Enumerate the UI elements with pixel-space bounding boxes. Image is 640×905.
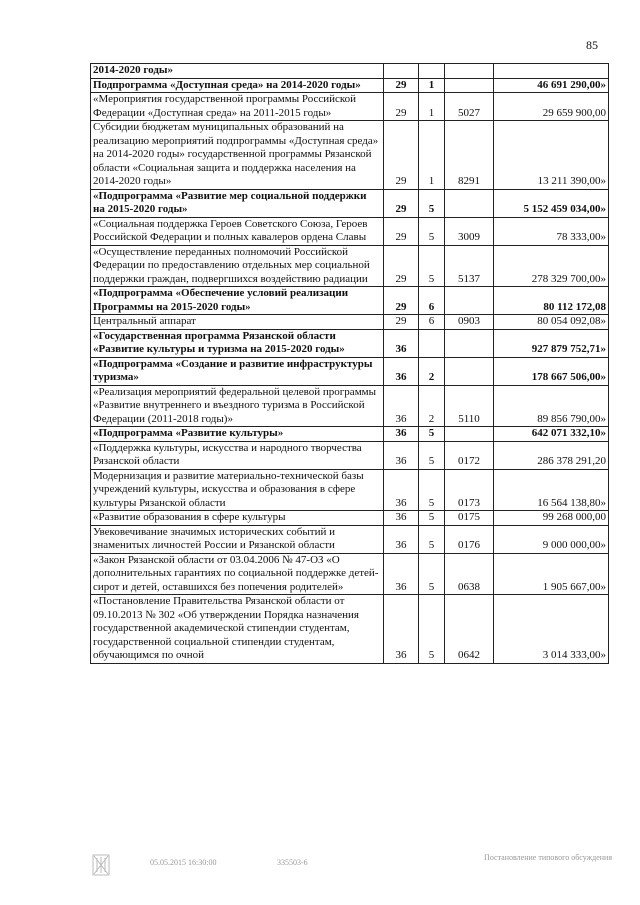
table-row — [91, 553, 609, 595]
footer-note: Постановление типового обсуждения — [484, 853, 612, 862]
row-gr-cell: 36 — [384, 329, 419, 357]
row-code-cell — [445, 427, 494, 442]
table-row — [91, 595, 609, 664]
row-amount-cell: 16 564 138,80» — [494, 469, 609, 511]
row-code-cell — [445, 287, 494, 315]
row-code-cell: 0903 — [445, 315, 494, 330]
table-row — [91, 93, 609, 121]
row-amount-cell: 99 268 000,00 — [494, 511, 609, 526]
row-name-cell: Подпрограмма «Доступная среда» на 2014-2020 годы» — [91, 78, 384, 93]
row-amount-cell: 9 000 000,00» — [494, 525, 609, 553]
row-name-cell: «Поддержка культуры, искусства и народного творчества Рязанской области — [91, 441, 384, 469]
row-gr-cell: 36 — [384, 511, 419, 526]
row-name-cell: «Закон Рязанской области от 03.04.2006 № 47-ОЗ «О дополнительных гарантиях по социальной поддержке детей-сирот и детей, оставшихся без попечения родителей» — [91, 553, 384, 595]
row-subprogram-cell: 5 — [419, 217, 445, 245]
row-gr-cell: 36 — [384, 469, 419, 511]
row-code-cell: 0642 — [445, 595, 494, 664]
row-code-cell: 5110 — [445, 385, 494, 427]
table-row — [91, 121, 609, 190]
row-gr-cell: 29 — [384, 93, 419, 121]
table-row — [91, 385, 609, 427]
row-subprogram-cell: 2 — [419, 357, 445, 385]
row-amount-cell: 80 054 092,08» — [494, 315, 609, 330]
row-amount-cell: 3 014 333,00» — [494, 595, 609, 664]
row-amount-cell — [494, 64, 609, 79]
row-gr-cell: 36 — [384, 441, 419, 469]
row-name-cell: «Осуществление переданных полномочий Российской Федерации по предоставлению отдельных мер социальной поддержки граждан, подвергшихся воздействию радиации — [91, 245, 384, 287]
table-row — [91, 357, 609, 385]
row-subprogram-cell: 1 — [419, 93, 445, 121]
table-row — [91, 64, 609, 79]
row-amount-cell: 89 856 790,00» — [494, 385, 609, 427]
row-subprogram-cell: 6 — [419, 287, 445, 315]
row-amount-cell: 78 333,00» — [494, 217, 609, 245]
row-subprogram-cell: 5 — [419, 525, 445, 553]
footer — [92, 852, 612, 882]
row-code-cell — [445, 64, 494, 79]
row-code-cell — [445, 189, 494, 217]
row-name-cell: «Подпрограмма «Развитие мер социальной поддержки на 2015-2020 годы» — [91, 189, 384, 217]
row-amount-cell: 46 691 290,00» — [494, 78, 609, 93]
row-name-cell: «Государственная программа Рязанской области «Развитие культуры и туризма на 2015-2020 годы» — [91, 329, 384, 357]
table-row — [91, 469, 609, 511]
row-amount-cell: 5 152 459 034,00» — [494, 189, 609, 217]
row-gr-cell: 36 — [384, 525, 419, 553]
row-name-cell: Субсидии бюджетам муниципальных образований на реализацию мероприятий подпрограммы «Доступная среда» на 2014-2020 годы» государственной программы Рязанской области «Социальная защита и поддержка населения на 2014-2020 годы» — [91, 121, 384, 190]
row-gr-cell: 29 — [384, 287, 419, 315]
row-amount-cell: 13 211 390,00» — [494, 121, 609, 190]
row-amount-cell: 642 071 332,10» — [494, 427, 609, 442]
table-row — [91, 511, 609, 526]
footer-datetime: 05.05.2015 16:30:00 — [150, 858, 217, 867]
row-name-cell: 2014-2020 годы» — [91, 64, 384, 79]
row-amount-cell: 286 378 291,20 — [494, 441, 609, 469]
row-amount-cell: 1 905 667,00» — [494, 553, 609, 595]
row-code-cell: 5137 — [445, 245, 494, 287]
row-gr-cell — [384, 64, 419, 79]
row-subprogram-cell: 2 — [419, 385, 445, 427]
row-subprogram-cell: 5 — [419, 469, 445, 511]
row-gr-cell: 29 — [384, 217, 419, 245]
table-row — [91, 287, 609, 315]
table-row — [91, 78, 609, 93]
row-gr-cell: 29 — [384, 78, 419, 93]
row-name-cell: «Социальная поддержка Героев Советского Союза, Героев Российской Федерации и полных кавалеров ордена Славы — [91, 217, 384, 245]
row-gr-cell: 36 — [384, 553, 419, 595]
row-code-cell: 0638 — [445, 553, 494, 595]
row-amount-cell: 178 667 506,00» — [494, 357, 609, 385]
row-code-cell: 5027 — [445, 93, 494, 121]
row-amount-cell: 29 659 900,00 — [494, 93, 609, 121]
row-name-cell: Модернизация и развитие материально-технической базы учреждений культуры, искусства и образования в сфере культуры Рязанской области — [91, 469, 384, 511]
row-subprogram-cell: 5 — [419, 427, 445, 442]
row-amount-cell: 927 879 752,71» — [494, 329, 609, 357]
row-gr-cell: 36 — [384, 595, 419, 664]
table-row — [91, 427, 609, 442]
row-name-cell: «Постановление Правительства Рязанской области от 09.10.2013 № 302 «Об утверждении Порядка назначения государственной академической стипендии студентам, государственной социальной стипендии студентам, обучающимся по очной — [91, 595, 384, 664]
row-subprogram-cell: 6 — [419, 315, 445, 330]
row-gr-cell: 36 — [384, 357, 419, 385]
table-row — [91, 525, 609, 553]
row-subprogram-cell: 1 — [419, 78, 445, 93]
row-gr-cell: 36 — [384, 385, 419, 427]
table-row — [91, 189, 609, 217]
row-subprogram-cell: 5 — [419, 511, 445, 526]
footer-doc-number: 335503-6 — [277, 858, 308, 867]
row-code-cell — [445, 357, 494, 385]
row-code-cell: 0172 — [445, 441, 494, 469]
row-gr-cell: 29 — [384, 315, 419, 330]
row-code-cell — [445, 329, 494, 357]
row-name-cell: «Подпрограмма «Развитие культуры» — [91, 427, 384, 442]
barcode-stamp-icon — [92, 854, 110, 876]
table-row — [91, 329, 609, 357]
row-subprogram-cell: 5 — [419, 553, 445, 595]
budget-table — [90, 63, 609, 664]
row-amount-cell: 80 112 172,08 — [494, 287, 609, 315]
row-gr-cell: 29 — [384, 121, 419, 190]
row-gr-cell: 29 — [384, 189, 419, 217]
row-name-cell: «Подпрограмма «Создание и развитие инфраструктуры туризма» — [91, 357, 384, 385]
row-subprogram-cell: 5 — [419, 189, 445, 217]
row-name-cell: «Развитие образования в сфере культуры — [91, 511, 384, 526]
row-gr-cell: 29 — [384, 245, 419, 287]
page-number: 85 — [586, 38, 598, 52]
row-name-cell: «Реализация мероприятий федеральной целевой программы «Развитие внутреннего и въездного туризма в Российской Федерации (2011-2018 годы)» — [91, 385, 384, 427]
row-subprogram-cell — [419, 329, 445, 357]
row-subprogram-cell: 5 — [419, 595, 445, 664]
table-row — [91, 315, 609, 330]
row-amount-cell: 278 329 700,00» — [494, 245, 609, 287]
row-code-cell — [445, 78, 494, 93]
row-gr-cell: 36 — [384, 427, 419, 442]
table-row — [91, 245, 609, 287]
row-code-cell: 3009 — [445, 217, 494, 245]
row-code-cell: 0173 — [445, 469, 494, 511]
row-name-cell: «Подпрограмма «Обеспечение условий реализации Программы на 2015-2020 годы» — [91, 287, 384, 315]
row-code-cell: 8291 — [445, 121, 494, 190]
row-subprogram-cell: 1 — [419, 121, 445, 190]
row-code-cell: 0175 — [445, 511, 494, 526]
row-name-cell: Увековечивание значимых исторических событий и знаменитых личностей России и Рязанской области — [91, 525, 384, 553]
table-row — [91, 441, 609, 469]
row-subprogram-cell: 5 — [419, 245, 445, 287]
row-subprogram-cell — [419, 64, 445, 79]
row-subprogram-cell: 5 — [419, 441, 445, 469]
row-code-cell: 0176 — [445, 525, 494, 553]
table-row — [91, 217, 609, 245]
row-name-cell: Центральный аппарат — [91, 315, 384, 330]
row-name-cell: «Мероприятия государственной программы Российской Федерации «Доступная среда» на 2011-2015 годы» — [91, 93, 384, 121]
